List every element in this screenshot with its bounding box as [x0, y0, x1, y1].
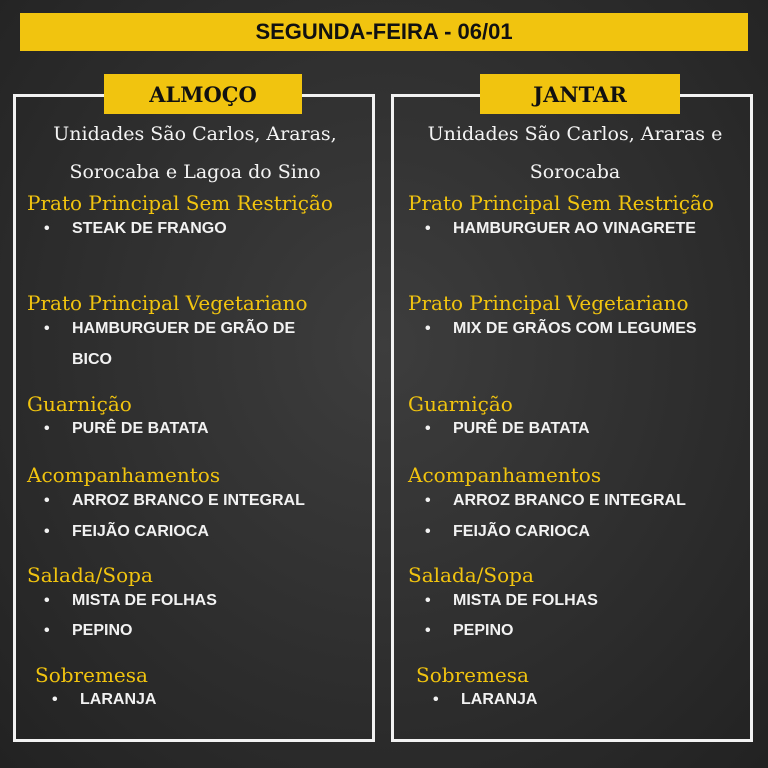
date-header-banner	[20, 13, 748, 51]
lunch-veg-item-text-line2: BICO	[72, 351, 112, 368]
dinner-tab-label: JANTAR	[533, 81, 627, 107]
lunch-acc-item-1	[44, 492, 305, 510]
lunch-dessert-title: Sobremesa	[35, 663, 148, 687]
bullet: •	[425, 622, 431, 639]
bullet: •	[44, 320, 50, 337]
lunch-main-item	[44, 220, 227, 238]
dinner-acc-item-2	[425, 523, 590, 541]
dinner-main-item-text: HAMBURGUER AO VINAGRETE	[453, 220, 696, 237]
dinner-veg-title: Prato Principal Vegetariano	[408, 291, 689, 315]
lunch-salad-item-2	[44, 622, 132, 640]
dinner-salad-item-1-text: MISTA DE FOLHAS	[453, 592, 598, 609]
lunch-acc-item-1-text: ARROZ BRANCO E INTEGRAL	[72, 492, 305, 509]
lunch-side-item-text: PURÊ DE BATATA	[72, 420, 209, 437]
dinner-tab	[480, 74, 680, 114]
bullet: •	[425, 592, 431, 609]
bullet: •	[44, 622, 50, 639]
dinner-veg-item-text: MIX DE GRÃOS COM LEGUMES	[453, 320, 697, 337]
lunch-acc-item-2	[44, 523, 209, 541]
bullet: •	[52, 691, 58, 708]
dinner-side-item	[425, 420, 590, 438]
dinner-main-title: Prato Principal Sem Restrição	[408, 191, 714, 215]
lunch-main-title: Prato Principal Sem Restrição	[27, 191, 333, 215]
lunch-veg-item-text-line1: HAMBURGUER DE GRÃO DE	[72, 320, 296, 337]
lunch-acc-title: Acompanhamentos	[27, 463, 221, 487]
lunch-salad-title: Salada/Sopa	[27, 563, 153, 587]
lunch-dessert-item	[52, 691, 156, 709]
dinner-dessert-title: Sobremesa	[416, 663, 529, 687]
lunch-tab	[104, 74, 302, 114]
lunch-salad-item-1	[44, 592, 217, 610]
dinner-salad-item-2	[425, 622, 513, 640]
lunch-salad-item-1-text: MISTA DE FOLHAS	[72, 592, 217, 609]
lunch-veg-item	[44, 320, 296, 368]
bullet: •	[425, 420, 431, 437]
dinner-acc-title: Acompanhamentos	[408, 463, 602, 487]
dinner-units	[390, 115, 760, 191]
bullet: •	[44, 523, 50, 540]
dinner-dessert-item-text: LARANJA	[461, 691, 538, 708]
dinner-main-item	[425, 220, 696, 238]
bullet: •	[425, 492, 431, 509]
bullet: •	[425, 220, 431, 237]
dinner-salad-item-2-text: PEPINO	[453, 622, 514, 639]
lunch-units-line1: Unidades São Carlos, Araras,	[53, 123, 337, 145]
bullet: •	[44, 220, 50, 237]
dinner-side-item-text: PURÊ DE BATATA	[453, 420, 590, 437]
dinner-side-title: Guarnição	[408, 392, 513, 416]
lunch-units	[10, 115, 380, 191]
bullet: •	[44, 420, 50, 437]
dinner-acc-item-1	[425, 492, 686, 510]
lunch-main-item-text: STEAK DE FRANGO	[72, 220, 227, 237]
dinner-salad-item-1	[425, 592, 598, 610]
dinner-acc-item-1-text: ARROZ BRANCO E INTEGRAL	[453, 492, 686, 509]
bullet: •	[44, 592, 50, 609]
lunch-side-item	[44, 420, 209, 438]
bullet: •	[425, 523, 431, 540]
lunch-acc-item-2-text: FEIJÃO CARIOCA	[72, 523, 209, 540]
lunch-tab-label: ALMOÇO	[149, 81, 257, 107]
lunch-dessert-item-text: LARANJA	[80, 691, 157, 708]
lunch-side-title: Guarnição	[27, 392, 132, 416]
dinner-veg-item	[425, 320, 697, 338]
date-header-title: SEGUNDA-FEIRA - 06/01	[255, 19, 513, 44]
bullet: •	[425, 320, 431, 337]
dinner-dessert-item	[433, 691, 537, 709]
dinner-units-line1: Unidades São Carlos, Araras e	[427, 123, 723, 145]
bullet: •	[44, 492, 50, 509]
lunch-salad-item-2-text: PEPINO	[72, 622, 133, 639]
lunch-veg-title: Prato Principal Vegetariano	[27, 291, 308, 315]
bullet: •	[433, 691, 439, 708]
dinner-acc-item-2-text: FEIJÃO CARIOCA	[453, 523, 590, 540]
lunch-units-line2: Sorocaba e Lagoa do Sino	[69, 161, 321, 183]
dinner-salad-title: Salada/Sopa	[408, 563, 534, 587]
dinner-units-line2: Sorocaba	[529, 161, 621, 183]
